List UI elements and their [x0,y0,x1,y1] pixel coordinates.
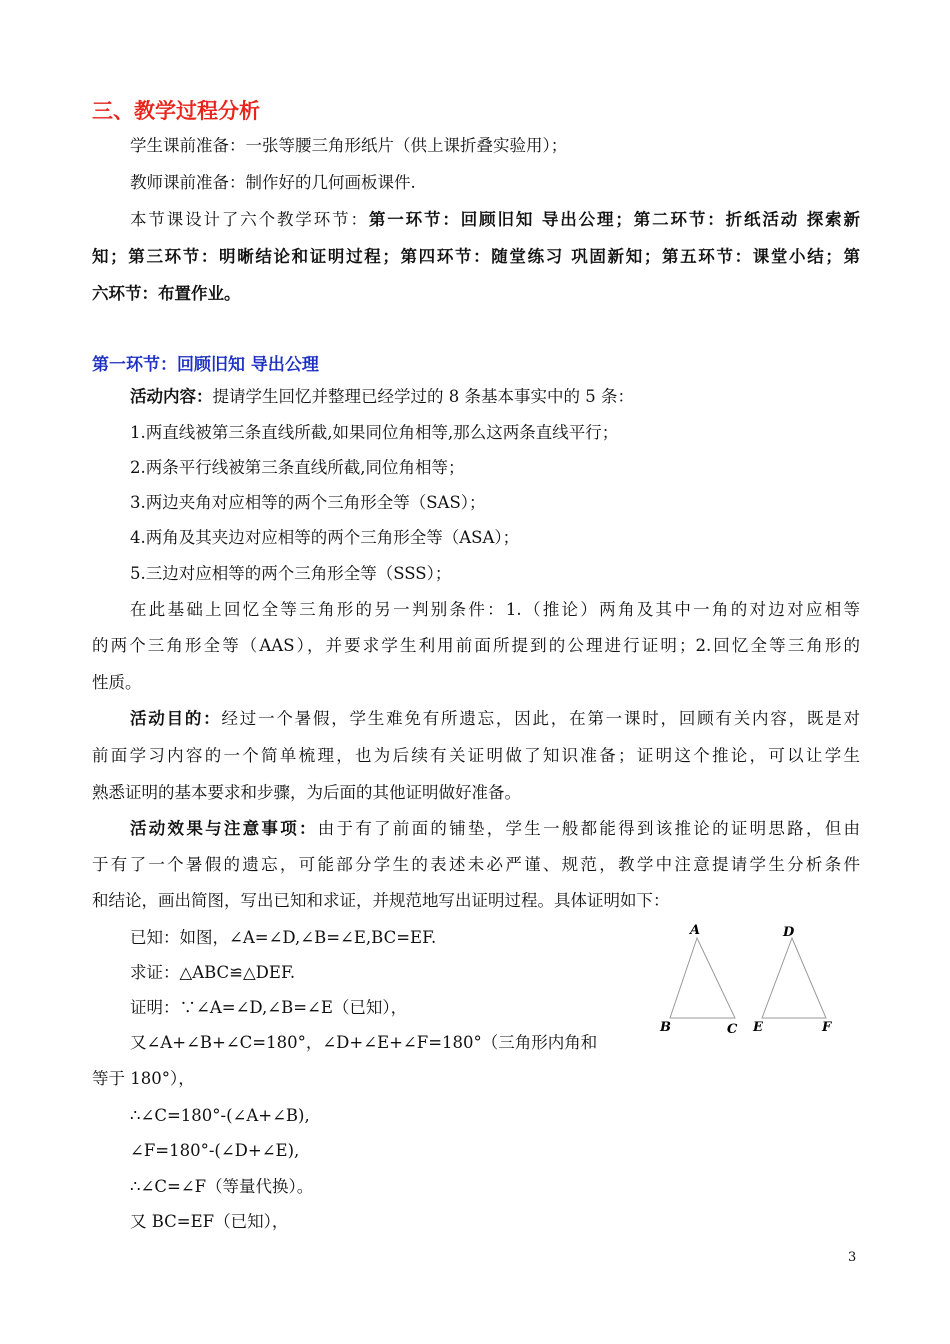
proof-step-6: ∴∠C=∠F（等量代换）。 [130,1177,314,1196]
label-c: C [727,1022,738,1037]
prove-statement: 求证：△ABC≌△DEF. [130,963,296,982]
effect-line-1 [92,819,860,839]
label-d: D [783,925,795,940]
recall-line-2: 的两个三角形全等（AAS），并要求学生利用前面所提到的公理进行证明；2.回忆全等三角形的 [92,636,860,655]
proof-step-3: 等于 180°）， [92,1069,195,1088]
teacher-prep: 教师课前准备：制作好的几何画板课件. [130,173,416,192]
proof-step-7: 又 BC=EF（已知）， [130,1212,289,1231]
recall-line-1: 在此基础上回忆全等三角形的另一判别条件：1.（推论）两角及其中一角的对边对应相等 [130,600,860,619]
recall-line-3: 性质。 [92,673,142,692]
fact-5: 5.三边对应相等的两个三角形全等（SSS）； [130,564,452,583]
page-number: 3 [848,1250,857,1265]
activity-content-text: 提请学生回忆并整理已经学过的 8 条基本事实中的 5 条： [212,387,634,406]
label-a: A [690,923,701,938]
effect-line-3: 和结论，画出简图，写出已知和求证，并规范地写出证明过程。具体证明如下： [92,891,670,910]
label-f: F [822,1020,832,1035]
stage1-title: 第一环节：回顾旧知 导出公理 [92,355,319,375]
effect-label: 活动效果与注意事项： [130,819,318,838]
purpose-line-1 [92,709,860,729]
stages-line-1 [92,210,860,230]
proof-step-1: 证明：∵∠A=∠D,∠B=∠E（已知）， [130,998,408,1017]
proof-step-5: ∠F=180°-(∠D+∠E), [130,1141,300,1160]
effect-line-2: 于有了一个暑假的遗忘，可能部分学生的表述未必严谨、规范，教学中注意提请学生分析条件 [92,855,860,874]
effect-text-1: 由于有了前面的铺垫，学生一般都能得到该推论的证明思路，但由 [317,819,861,838]
fact-3: 3.两边夹角对应相等的两个三角形全等（SAS）； [130,493,486,512]
purpose-text-1: 经过一个暑假，学生难免有所遗忘，因此，在第一课时，回顾有关内容，既是对 [221,709,861,728]
purpose-line-3: 熟悉证明的基本要求和步骤，为后面的其他证明做好准备。 [92,783,521,802]
proof-step-2: 又∠A+∠B+∠C=180°，∠D+∠E+∠F=180°（三角形内角和 [130,1033,598,1052]
activity-content [130,387,634,407]
purpose-label: 活动目的： [130,709,222,728]
proof-step-4: ∴∠C=180°-(∠A+∠B), [130,1106,310,1125]
given-statement: 已知：如图，∠A=∠D,∠B=∠E,BC=EF. [130,928,437,947]
fact-4: 4.两角及其夹边对应相等的两个三角形全等（ASA）； [130,528,520,547]
fact-1: 1.两直线被第三条直线所截,如果同位角相等,那么这两条直线平行； [130,423,619,442]
label-e: E [753,1020,763,1035]
triangle-def [762,938,826,1018]
purpose-line-2: 前面学习内容的一个简单梳理，也为后续有关证明做了知识准备；证明这个推论，可以让学生 [92,746,860,765]
triangle-abc [670,938,735,1018]
triangles-figure [650,918,850,1043]
label-b: B [660,1020,671,1035]
section-title: 三、教学过程分析 [92,98,260,123]
stages-line-2: 知；第三环节：明晰结论和证明过程；第四环节：随堂练习 巩固新知；第五环节：课堂小结；第 [92,247,860,266]
activity-content-label: 活动内容： [130,387,213,406]
student-prep: 学生课前准备：一张等腰三角形纸片（供上课折叠实验用）； [130,136,568,155]
stages-intro: 本节课设计了六个教学环节： [130,210,369,229]
fact-2: 2.两条平行线被第三条直线所截,同位角相等； [130,458,465,477]
stages-line-3: 六环节：布置作业。 [92,284,241,303]
stages-list-1: 第一环节：回顾旧知 导出公理；第二环节：折纸活动 探索新 [368,210,860,229]
